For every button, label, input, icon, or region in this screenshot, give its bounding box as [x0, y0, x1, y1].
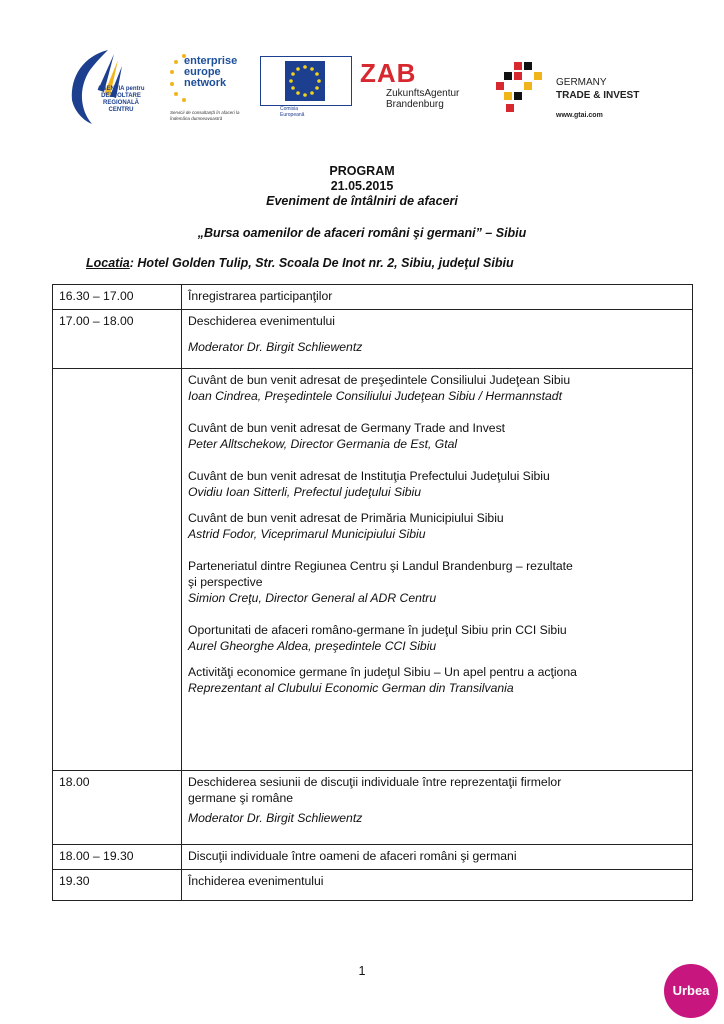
speaker-text: Ovidiu Ioan Sitterli, Prefectul judeţului Sibiu — [188, 485, 422, 499]
table-row — [53, 771, 693, 845]
een-subtitle: Servicii de consultanță în afaceri la îndemâna dumneavoastră — [170, 110, 240, 121]
speaker-text: Reprezentant al Clubului Economic German din Transilvania — [188, 681, 514, 695]
adr-line: CENTRU — [108, 107, 134, 113]
speech-title: Cuvânt de bun venit adresat de Germany Trade and Invest — [188, 421, 506, 435]
time-cell: 17.00 – 18.00 — [53, 310, 182, 369]
speaker-text: Peter Alltschekow, Director Germania de Est, Gtal — [188, 437, 458, 451]
event-type: Eveniment de întâlniri de afaceri — [266, 194, 458, 208]
speech-title: Cuvânt de bun venit adresat de Primăria Municipiului Sibiu — [188, 511, 504, 525]
event-name: „Bursa oamenilor de afaceri români şi germani” – Sibiu — [197, 226, 527, 240]
urbea-watermark: Urbea — [664, 964, 718, 1018]
program-date: 21.05.2015 — [330, 179, 394, 193]
spacer — [188, 654, 686, 664]
speech-title: Activităţi economice germane în judeţul Sibiu – Un apel pentru a acţiona — [188, 665, 577, 679]
program-header — [0, 164, 724, 209]
time-cell — [53, 369, 182, 771]
speeches-cell — [182, 369, 693, 771]
spacer — [188, 542, 686, 558]
activity-text: Discuţii individuale între oameni de afaceri români şi germani — [188, 849, 517, 863]
ec-logo-text — [280, 106, 304, 118]
ec-line: Europeană — [280, 112, 305, 118]
time-cell: 18.00 — [53, 771, 182, 845]
table-row — [53, 369, 693, 771]
gtai-logo — [492, 50, 672, 130]
gtai-logo-text — [556, 76, 639, 102]
activity-text: Înregistrarea participanţilor — [188, 289, 333, 303]
location-line — [86, 256, 514, 270]
spacer — [188, 606, 686, 622]
location-value: : Hotel Golden Tulip, Str. Scoala De Inot nr. 2, Sibiu, judeţul Sibiu — [129, 256, 514, 270]
gtai-line: GERMANY — [556, 77, 607, 88]
speech-title: Oportunitati de afaceri româno-germane în judeţul Sibiu prin CCI Sibiu — [188, 623, 567, 637]
activity-text: Deschiderea evenimentului — [188, 314, 336, 328]
zab-line: ZukunftsAgentur — [386, 88, 460, 99]
activity-text: Deschiderea sesiunii de discuţii individuale între reprezentaţii firmelor — [188, 775, 562, 789]
logo-strip — [60, 42, 670, 132]
spacer — [188, 500, 686, 510]
zab-logo — [360, 58, 460, 118]
program-title: PROGRAM — [329, 164, 395, 178]
european-commission-logo — [260, 56, 352, 120]
activity-cell — [182, 870, 693, 901]
activity-cell — [182, 845, 693, 870]
speech-title: şi perspective — [188, 575, 263, 589]
speaker-text: Astrid Fodor, Viceprimarul Municipiului Sibiu — [188, 527, 426, 541]
table-row — [53, 845, 693, 870]
een-line: enterprise — [184, 55, 238, 67]
zab-mark: ZAB — [360, 58, 417, 88]
adr-line: REGIONALĂ — [103, 100, 139, 106]
activity-text: Închiderea evenimentului — [188, 874, 324, 888]
speaker-text: Aurel Gheorghe Aldea, preşedintele CCI Sibiu — [188, 639, 437, 653]
moderator-text: Moderator Dr. Birgit Schliewentz — [188, 811, 363, 825]
zab-logo-text — [386, 88, 459, 110]
table-row — [53, 870, 693, 901]
activity-text: germane şi române — [188, 791, 293, 805]
speech-title: Cuvânt de bun venit adresat de preşedintele Consiliului Judeţean Sibiu — [188, 373, 571, 387]
ec-line: Comisia — [280, 106, 299, 112]
zab-line: Brandenburg — [386, 99, 444, 110]
program-table — [52, 284, 693, 901]
adr-centru-logo — [64, 46, 156, 126]
activity-cell — [182, 771, 693, 845]
een-line: network — [184, 77, 227, 89]
moderator-text: Moderator Dr. Birgit Schliewentz — [188, 340, 363, 354]
speech-title: Parteneriatul dintre Regiunea Centru şi Landul Brandenburg – rezultate — [188, 559, 573, 573]
gtai-squares-icon — [492, 60, 552, 120]
speaker-text: Simion Creţu, Director General al ADR Centru — [188, 591, 437, 605]
een-logo-text — [184, 56, 237, 89]
time-cell: 19.30 — [53, 870, 182, 901]
table-row — [53, 310, 693, 369]
time-cell: 18.00 – 19.30 — [53, 845, 182, 870]
adr-line: DEZVOLTARE — [101, 93, 141, 99]
adr-logo-text — [86, 86, 156, 114]
gtai-url: www.gtai.com — [556, 112, 603, 119]
gtai-line: TRADE & INVEST — [556, 90, 640, 101]
time-cell: 16.30 – 17.00 — [53, 285, 182, 310]
spacer — [188, 329, 686, 339]
table-row — [53, 285, 693, 310]
een-logo — [168, 52, 258, 132]
spacer — [188, 452, 686, 468]
spacer — [188, 404, 686, 420]
ec-frame — [260, 56, 352, 106]
adr-line: AGENȚIA pentru — [97, 86, 145, 92]
speaker-text: Ioan Cindrea, Preşedintele Consiliului Judeţean Sibiu / Hermannstadt — [188, 389, 562, 403]
location-label: Locatia — [86, 256, 130, 270]
activity-cell — [182, 285, 693, 310]
een-line: europe — [184, 66, 221, 78]
activity-cell — [182, 310, 693, 369]
speech-title: Cuvânt de bun venit adresat de Instituţia Prefectului Judeţului Sibiu — [188, 469, 550, 483]
page-number: 1 — [358, 964, 366, 978]
eu-flag-icon — [285, 61, 325, 101]
